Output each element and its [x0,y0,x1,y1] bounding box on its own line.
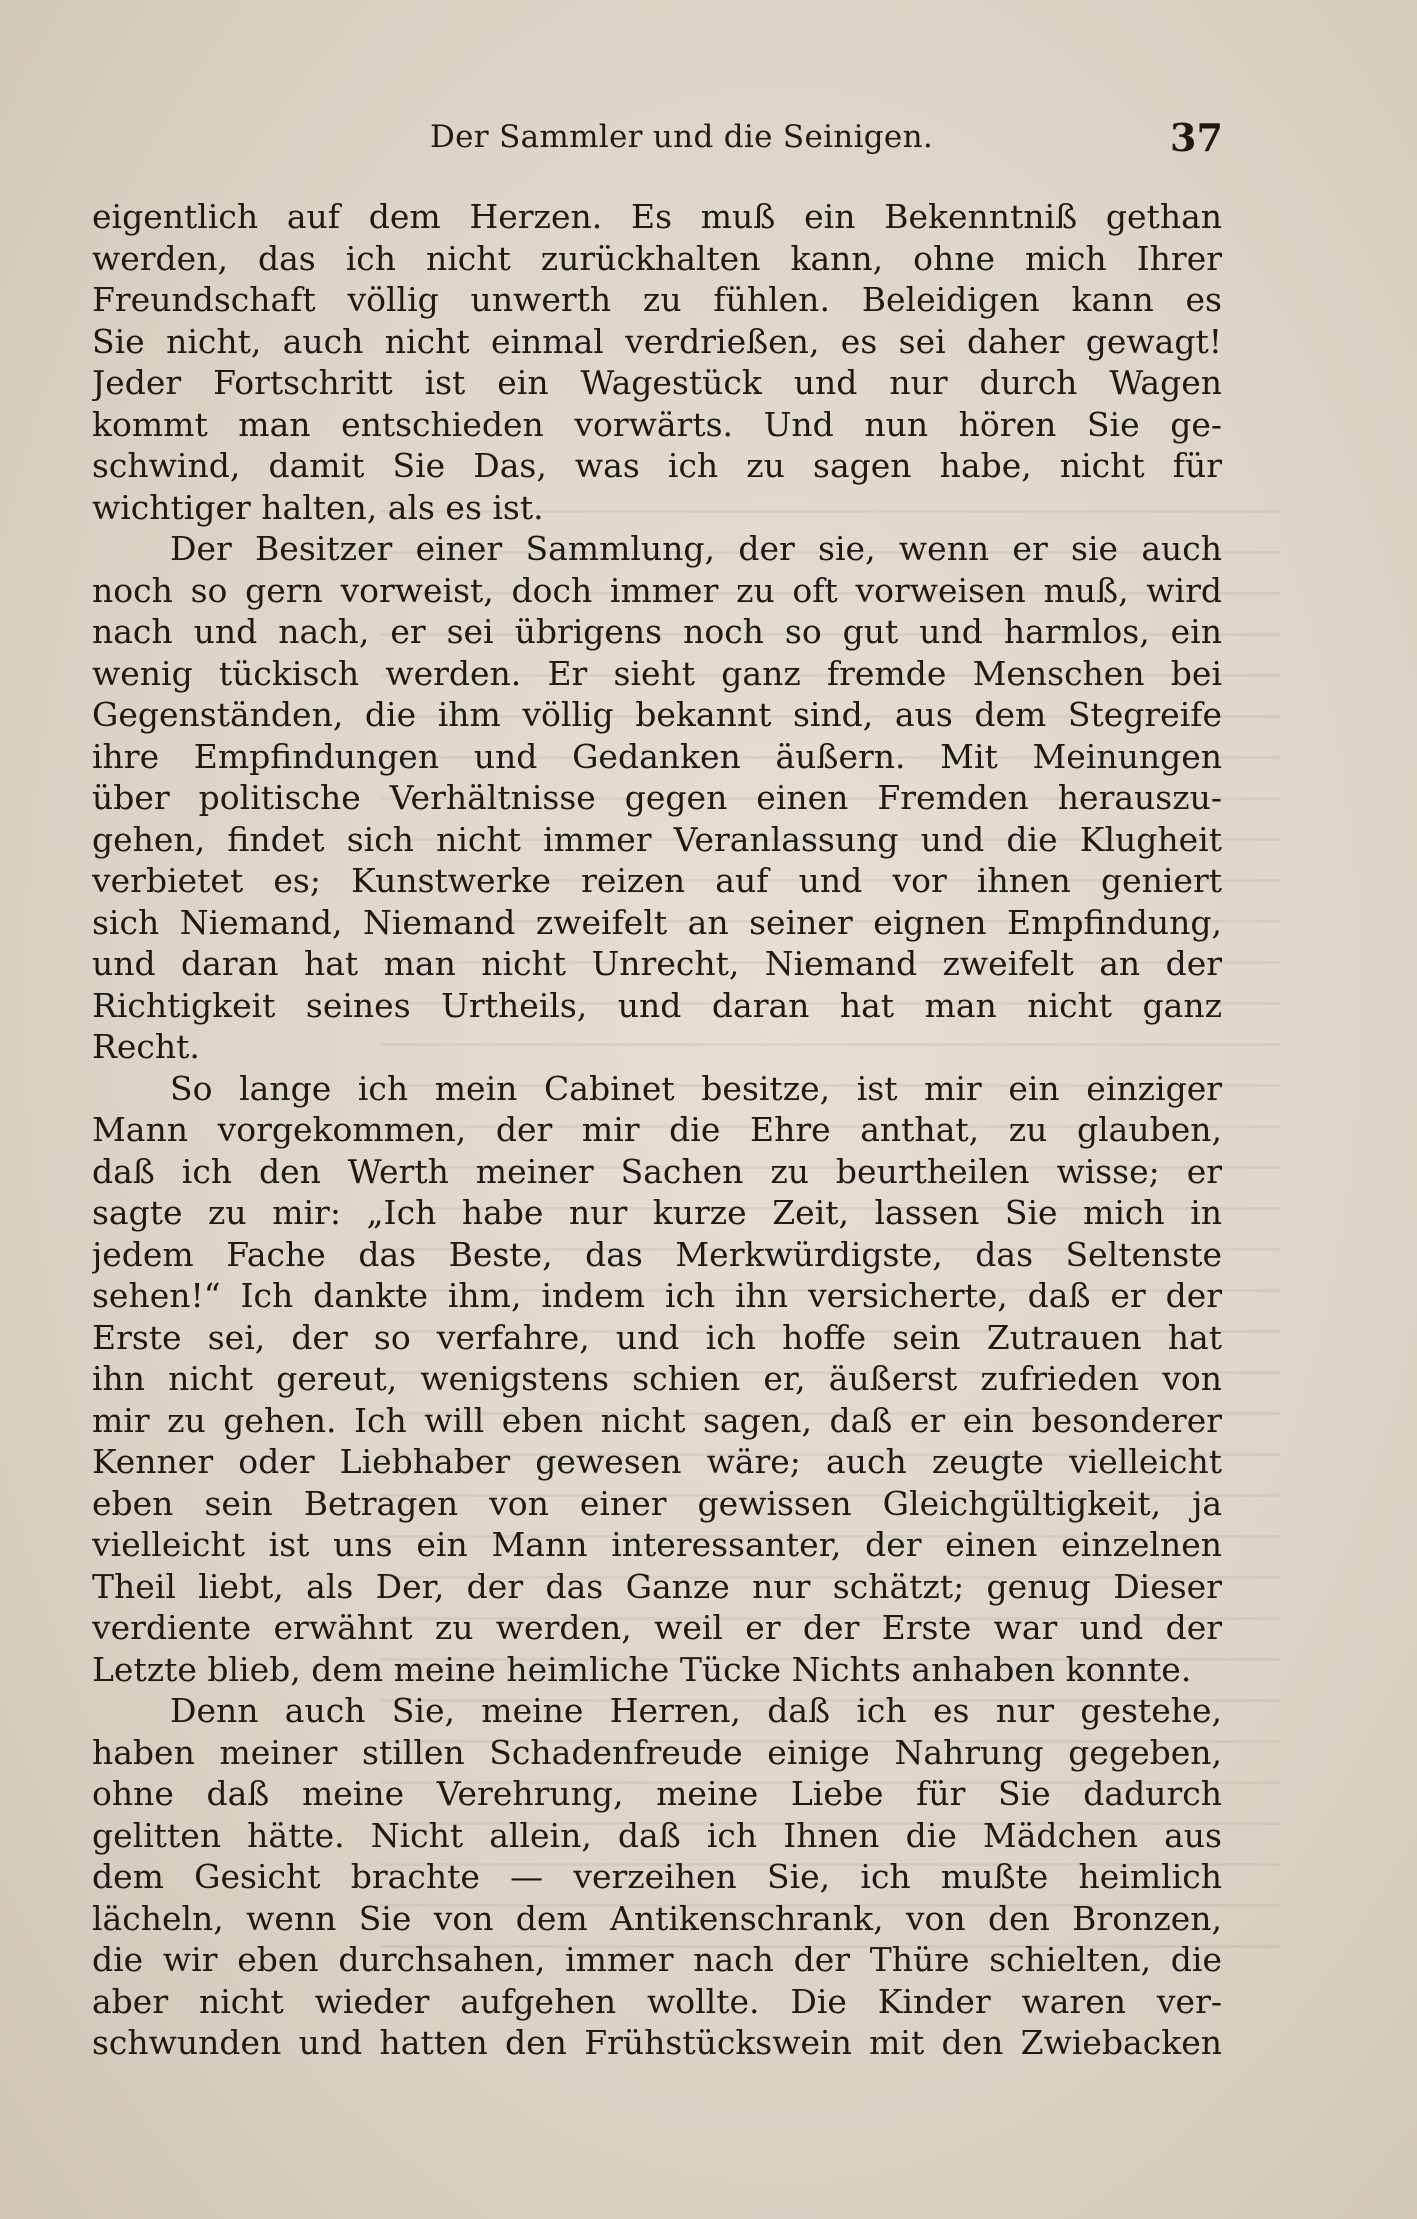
text-line: kommt man entschieden vorwärts. Und nun hören Sie ge- [92,404,1222,444]
text-line: Gegenständen, die ihm völlig bekannt sind, aus dem Stegreife [92,695,1222,734]
text-line: ohne daß meine Verehrung, meine Liebe für Sie dadurch [92,1774,1222,1813]
text-line: schwunden und hatten den Frühstückswein mit den Zwiebacken [92,2023,1222,2062]
text-line: jedem Fache das Beste, das Merkwürdigste, das Seltenste [92,1234,1222,1274]
text-line: haben meiner stillen Schadenfreude einige Nahrung gegeben, [92,1732,1222,1772]
text-line: Sie nicht, auch nicht einmal verdrießen, es sei daher gewagt! [92,321,1222,361]
text-line: und daran hat man nicht Unrecht, Niemand zweifelt an der [92,944,1222,983]
text-line: gelitten hätte. Nicht allein, daß ich Ihnen die Mädchen aus [92,1815,1222,1855]
text-line: eigentlich auf dem Herzen. Es muß ein Bekenntniß gethan [92,197,1222,236]
text-line: eben sein Betragen von einer gewissen Gleichgültigkeit, ja [92,1483,1222,1523]
text-line: ihre Empfindungen und Gedanken äußern. Mit Meinungen [92,736,1222,776]
text-line: Mann vorgekommen, der mir die Ehre anthat, zu glauben, [92,1110,1222,1149]
text-line: ihn nicht gereut, wenigstens schien er, äußerst zufrieden von [92,1359,1222,1398]
text-line: verbietet es; Kunstwerke reizen auf und vor ihnen geniert [92,861,1222,900]
text-line: Kenner oder Liebhaber gewesen wäre; auch zeugte vielleicht [92,1442,1222,1481]
text-line: noch so gern vorweist, doch immer zu oft vorweisen muß, wird [92,570,1222,610]
text-line: nach und nach, er sei übrigens noch so gut und harmlos, ein [92,612,1222,651]
text-line: schwind, damit Sie Das, was ich zu sagen habe, nicht für [92,446,1222,485]
text-line: Recht. [92,1027,200,1066]
text-line: wenig tückisch werden. Er sieht ganz fremde Menschen bei [92,653,1222,693]
text-line: Letzte blieb, dem meine heimliche Tücke Nichts anhaben konnte. [92,1649,1192,1689]
text-line: aber nicht wieder aufgehen wollte. Die Kinder waren ver- [92,1981,1222,2021]
text-line: werden, das ich nicht zurückhalten kann, ohne mich Ihrer [92,238,1222,278]
text-line: wichtiger halten, als es ist. [92,487,544,527]
text-line: Theil liebt, als Der, der das Ganze nur schätzt; genug Dieser [92,1566,1222,1606]
text-line: gehen, findet sich nicht immer Veranlassung und die Klugheit [92,819,1222,859]
body-text [92,196,1222,2064]
text-line: Jeder Fortschritt ist ein Wagestück und nur durch Wagen [92,363,1222,402]
text-line: sagte zu mir: „Ich habe nur kurze Zeit, lassen Sie mich in [92,1193,1222,1232]
text-line: mir zu gehen. Ich will eben nicht sagen, daß er ein besonderer [92,1400,1222,1440]
running-title: Der Sammler und die Seinigen. [430,119,933,155]
text-line: lächeln, wenn Sie von dem Antikenschrank, von den Bronzen, [92,1898,1222,1938]
text-line: Richtigkeit seines Urtheils, und daran hat man nicht ganz [92,985,1222,1025]
text-line: vielleicht ist uns ein Mann interessanter, der einen einzelnen [92,1525,1222,1564]
text-line: verdiente erwähnt zu werden, weil er der Erste war und der [92,1608,1222,1647]
text-line: über politische Verhältnisse gegen einen Fremden herauszu- [92,778,1222,817]
page-number: 37 [1170,115,1223,160]
text-line: daß ich den Werth meiner Sachen zu beurtheilen wisse; er [92,1151,1222,1191]
text-line: Der Besitzer einer Sammlung, der sie, wenn er sie auch [170,529,1222,568]
text-line: Erste sei, der so verfahre, und ich hoffe sein Zutrauen hat [92,1317,1222,1357]
text-line: dem Gesicht brachte — verzeihen Sie, ich mußte heimlich [92,1857,1222,1896]
text-line: Freundschaft völlig unwerth zu fühlen. Beleidigen kann es [92,280,1222,319]
text-line: Denn auch Sie, meine Herren, daß ich es nur gestehe, [170,1691,1222,1730]
text-line: sich Niemand, Niemand zweifelt an seiner eignen Empfindung, [92,902,1222,942]
text-line: So lange ich mein Cabinet besitze, ist mir ein einziger [170,1068,1222,1108]
running-header [0,115,1417,175]
text-line: sehen!“ Ich dankte ihm, indem ich ihn versicherte, daß er der [92,1276,1222,1315]
text-line: die wir eben durchsahen, immer nach der Thüre schielten, die [92,1940,1222,1979]
